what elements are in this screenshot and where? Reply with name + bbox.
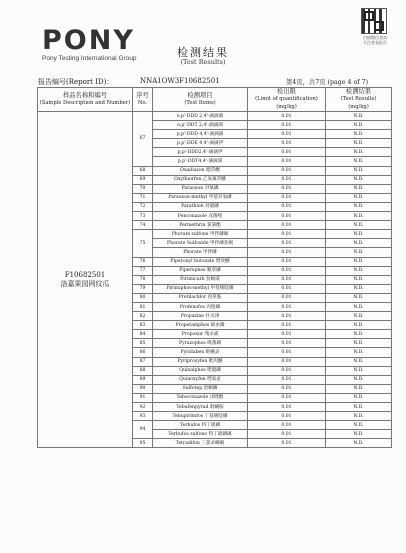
row-number: 94 <box>133 421 153 439</box>
result-value: N.D. <box>326 348 392 357</box>
result-value: N.D. <box>326 175 392 184</box>
result-value: N.D. <box>326 366 392 375</box>
limit-value: 0.01 <box>248 202 326 211</box>
row-number: 78 <box>133 275 153 284</box>
limit-value: 0.01 <box>248 439 326 448</box>
test-item: p,p'-DDD 4,4'-滴滴滴 <box>153 130 248 139</box>
row-number: 84 <box>133 330 153 339</box>
result-value: N.D. <box>326 212 392 221</box>
row-number: 73 <box>133 212 153 221</box>
row-number: 83 <box>133 321 153 330</box>
result-value: N.D. <box>326 230 392 239</box>
test-item: p,p'-DDD2,4'-滴滴伊 <box>153 148 248 157</box>
result-value: N.D. <box>326 421 392 430</box>
test-item: Terbufos 特丁硫磷 <box>153 421 248 430</box>
header-limit: 检出限 (Limit of quantification) (mg/kg) <box>248 88 326 112</box>
test-item: Piperonyl butoxide 增效醚 <box>153 257 248 266</box>
result-value: N.D. <box>326 275 392 284</box>
row-number: 90 <box>133 384 153 393</box>
limit-value: 0.01 <box>248 148 326 157</box>
limit-value: 0.01 <box>248 184 326 193</box>
limit-value: 0.01 <box>248 112 326 121</box>
row-number: 87 <box>133 357 153 366</box>
limit-value: 0.01 <box>248 275 326 284</box>
result-value: N.D. <box>326 302 392 311</box>
limit-value: 0.01 <box>248 330 326 339</box>
limit-value: 0.01 <box>248 266 326 275</box>
pony-logo: PONY <box>42 25 135 56</box>
limit-value: 0.01 <box>248 302 326 311</box>
result-value: N.D. <box>326 130 392 139</box>
table-header-row <box>38 88 392 112</box>
result-value: N.D. <box>326 293 392 302</box>
result-value: N.D. <box>326 248 392 257</box>
test-item: Propoxur 残杀威 <box>153 330 248 339</box>
row-number: 68 <box>133 166 153 175</box>
test-item: Permethrin 氯菊酯 <box>153 221 248 230</box>
test-item: Phorate sulfone 甲拌磷砜 <box>153 230 248 239</box>
test-item: Pyridaben 哒螨灵 <box>153 348 248 357</box>
test-item: Phorate Sulfoxide 甲拌磷亚砜 <box>153 239 248 248</box>
sample-id: F10682501 <box>64 270 106 279</box>
limit-value: 0.01 <box>248 121 326 130</box>
limit-value: 0.01 <box>248 366 326 375</box>
header-result: 检测结果 (Test Results) (mg/kg) <box>326 88 392 112</box>
report-id: NNA1OW3F10682501 <box>140 77 220 85</box>
row-number: 92 <box>133 403 153 412</box>
row-number: 72 <box>133 202 153 211</box>
result-value: N.D. <box>326 193 392 202</box>
test-item: Quinalphos 喹硫磷 <box>153 366 248 375</box>
limit-value: 0.01 <box>248 257 326 266</box>
report-subtitle: (Test Results) <box>180 58 226 66</box>
result-value: N.D. <box>326 112 392 121</box>
limit-value: 0.01 <box>248 384 326 393</box>
limit-value: 0.01 <box>248 212 326 221</box>
test-item: Terbufos sulfone 特丁硫磷砜 <box>153 430 248 439</box>
result-value: N.D. <box>326 403 392 412</box>
table-row <box>38 112 392 121</box>
result-value: N.D. <box>326 184 392 193</box>
limit-value: 0.01 <box>248 130 326 139</box>
row-number: 86 <box>133 348 153 357</box>
test-item: p,p'-DDE 4,4'-滴滴伊 <box>153 139 248 148</box>
result-value: N.D. <box>326 393 392 402</box>
row-number: 88 <box>133 366 153 375</box>
result-value: N.D. <box>326 312 392 321</box>
limit-value: 0.01 <box>248 193 326 202</box>
test-item: Paraoxon 对氧磷 <box>153 184 248 193</box>
row-number: 89 <box>133 375 153 384</box>
test-item: Pretilachlor 丙草胺 <box>153 293 248 302</box>
test-item: Oxyfluorfen 乙氧氟草醚 <box>153 175 248 184</box>
row-number: 74 <box>133 221 153 230</box>
result-value: N.D. <box>326 284 392 293</box>
limit-value: 0.01 <box>248 175 326 184</box>
result-value: N.D. <box>326 375 392 384</box>
test-item: Pirimiphos-methyl 甲基嘧啶磷 <box>153 284 248 293</box>
sample-name: 洛嘉果园网纹瓜 <box>60 279 110 288</box>
limit-value: 0.01 <box>248 248 326 257</box>
qr-caption: 扫描微信查询 关注查看报告 <box>363 35 387 45</box>
limit-value: 0.01 <box>248 357 326 366</box>
result-value: N.D. <box>326 139 392 148</box>
result-value: N.D. <box>326 257 392 266</box>
test-item: Penconazole 戊菌唑 <box>153 212 248 221</box>
row-number: 91 <box>133 393 153 402</box>
table-body <box>38 112 392 448</box>
report-id-label: 报告编号(Report ID)： <box>38 78 114 86</box>
row-number: 76 <box>133 257 153 266</box>
limit-value: 0.01 <box>248 166 326 175</box>
result-value: N.D. <box>326 148 392 157</box>
result-value: N.D. <box>326 239 392 248</box>
limit-value: 0.01 <box>248 375 326 384</box>
row-number: 75 <box>133 230 153 257</box>
row-number: 81 <box>133 302 153 311</box>
result-value: N.D. <box>326 202 392 211</box>
test-item: Pyriproxyfen 吡丙醚 <box>153 357 248 366</box>
limit-value: 0.01 <box>248 230 326 239</box>
test-item: Tebupirimfos 丁基嘧啶磷 <box>153 412 248 421</box>
limit-value: 0.01 <box>248 221 326 230</box>
test-item: Profenofos 丙溴磷 <box>153 302 248 311</box>
page-info: 第4页，共7页 (page 4 of 7) <box>286 79 369 86</box>
limit-value: 0.01 <box>248 284 326 293</box>
limit-value: 0.01 <box>248 393 326 402</box>
result-value: N.D. <box>326 339 392 348</box>
result-value: N.D. <box>326 221 392 230</box>
limit-value: 0.01 <box>248 157 326 166</box>
limit-value: 0.01 <box>248 430 326 439</box>
report-title: 检测结果 <box>177 46 229 59</box>
test-item: Tebufenpyrad 吡螨胺 <box>153 403 248 412</box>
test-item: Quinoxyfen 喹氧灵 <box>153 375 248 384</box>
test-item: Parathion 对硫磷 <box>153 202 248 211</box>
result-value: N.D. <box>326 430 392 439</box>
result-value: N.D. <box>326 412 392 421</box>
test-item: Piperophos 哌草磷 <box>153 266 248 275</box>
limit-value: 0.01 <box>248 348 326 357</box>
test-item: Paraoxon-methyl 甲基对氧磷 <box>153 193 248 202</box>
test-item: p,p'-DDT4,4'-滴滴涕 <box>153 157 248 166</box>
test-item: Oxadiazon 噁草酮 <box>153 166 248 175</box>
limit-value: 0.01 <box>248 403 326 412</box>
header-sample: 样品名称和编号 (Sample Description and Number) <box>38 88 133 112</box>
test-item: Tetradifon 三氯杀螨砜 <box>153 439 248 448</box>
limit-value: 0.01 <box>248 239 326 248</box>
limit-value: 0.01 <box>248 412 326 421</box>
limit-value: 0.01 <box>248 312 326 321</box>
test-item: o,p'-DDT 2,4'-滴滴涕 <box>153 121 248 130</box>
test-item: o,p'-DDD 2,4'-滴滴滴 <box>153 112 248 121</box>
result-value: N.D. <box>326 384 392 393</box>
row-number: 71 <box>133 193 153 202</box>
test-item: Pirimicarb 抗蚜威 <box>153 275 248 284</box>
result-value: N.D. <box>326 266 392 275</box>
test-item: Pyrazophos 吡菌磷 <box>153 339 248 348</box>
row-number: 85 <box>133 339 153 348</box>
result-value: N.D. <box>326 357 392 366</box>
result-value: N.D. <box>326 121 392 130</box>
row-number: 93 <box>133 412 153 421</box>
row-number: 82 <box>133 312 153 321</box>
row-number: 80 <box>133 293 153 302</box>
test-item: Phorate 甲拌磷 <box>153 248 248 257</box>
limit-value: 0.01 <box>248 421 326 430</box>
result-value: N.D. <box>326 330 392 339</box>
header-item: 检测项目 (Test Items) <box>153 88 248 112</box>
result-value: N.D. <box>326 157 392 166</box>
result-value: N.D. <box>326 166 392 175</box>
sample-cell <box>38 112 133 448</box>
test-item: Sulfotep 治螟磷 <box>153 384 248 393</box>
row-number: 77 <box>133 266 153 275</box>
organization-name: Pony Testing International Group <box>42 55 137 62</box>
row-number: 69 <box>133 175 153 184</box>
test-item: Propetamphos 烯虫磷 <box>153 321 248 330</box>
test-results-table <box>37 87 392 448</box>
header-no: 序号 No. <box>133 88 153 112</box>
row-number: 70 <box>133 184 153 193</box>
row-number: 95 <box>133 439 153 448</box>
limit-value: 0.01 <box>248 293 326 302</box>
limit-value: 0.01 <box>248 321 326 330</box>
test-item: Tebuconazole 戊唑醇 <box>153 393 248 402</box>
row-number: 79 <box>133 284 153 293</box>
limit-value: 0.01 <box>248 139 326 148</box>
result-value: N.D. <box>326 439 392 448</box>
test-item: Propazine 扑灭津 <box>153 312 248 321</box>
limit-value: 0.01 <box>248 339 326 348</box>
result-value: N.D. <box>326 321 392 330</box>
qr-code-icon <box>361 8 387 34</box>
row-number: 67 <box>133 112 153 167</box>
